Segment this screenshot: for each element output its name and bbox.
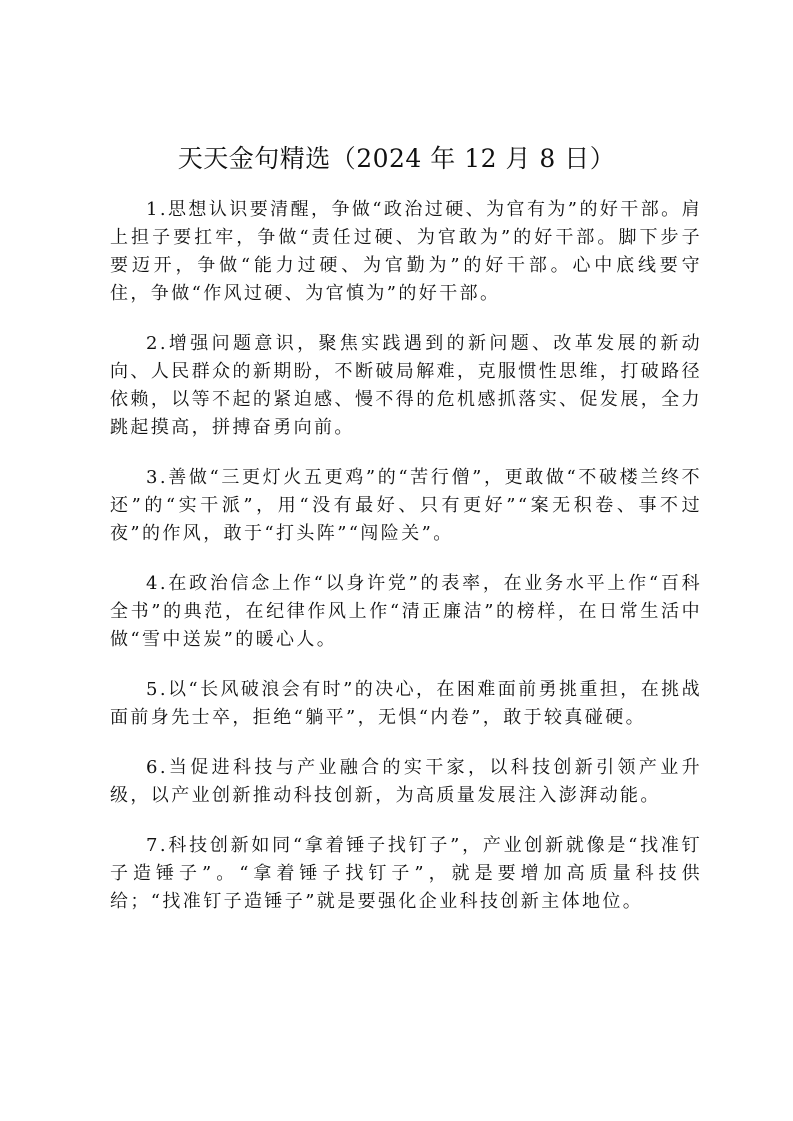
paragraph-7: 7.科技创新如同“拿着锤子找钉子”，产业创新就像是“找准钉子造锤子”。“拿着锤子找钉子”，就是要增加高质量科技供给；“找准钉子造锤子”就是要强化企业科技创新主体地位。 bbox=[110, 835, 702, 912]
paragraph-3: 3.善做“三更灯火五更鸡”的“苦行僧”，更敢做“不破楼兰终不还”的“实干派”，用“没有最好、只有更好”“案无积卷、事不过夜”的作风，敢于“打头阵”“闯险关”。 bbox=[110, 467, 702, 544]
paragraph-1: 1.思想认识要清醒，争做“政治过硬、为官有为”的好干部。肩上担子要扛牢，争做“责任过硬、为官敢为”的好干部。脚下步子要迈开，争做“能力过硬、为官勤为”的好干部。心中底线要守住，争做“作风过硬、为官慎为”的好干部。 bbox=[110, 199, 702, 304]
paragraph-4: 4.在政治信念上作“以身许党”的表率，在业务水平上作“百科全书”的典范，在纪律作风上作“清正廉洁”的榜样，在日常生活中做“雪中送炭”的暖心人。 bbox=[110, 573, 702, 650]
paragraph-6: 6.当促进科技与产业融合的实干家，以科技创新引领产业升级，以产业创新推动科技创新，为高质量发展注入澎湃动能。 bbox=[110, 757, 702, 806]
document-body bbox=[110, 196, 702, 938]
paragraph-5: 5.以“长风破浪会有时”的决心，在困难面前勇挑重担，在挑战面前身先士卒，拒绝“躺平”，无惧“内卷”，敢于较真碰硬。 bbox=[110, 679, 702, 728]
paragraph-2: 2.增强问题意识，聚焦实践遇到的新问题、改革发展的新动向、人民群众的新期盼，不断破局解难，克服惯性思维，打破路径依赖，以等不起的紧迫感、慢不得的危机感抓落实、促发展，全力跳起摸高，拼搏奋勇向前。 bbox=[110, 333, 702, 438]
document-title: 天天金句精选（2024 年 12 月 8 日） bbox=[177, 144, 616, 173]
